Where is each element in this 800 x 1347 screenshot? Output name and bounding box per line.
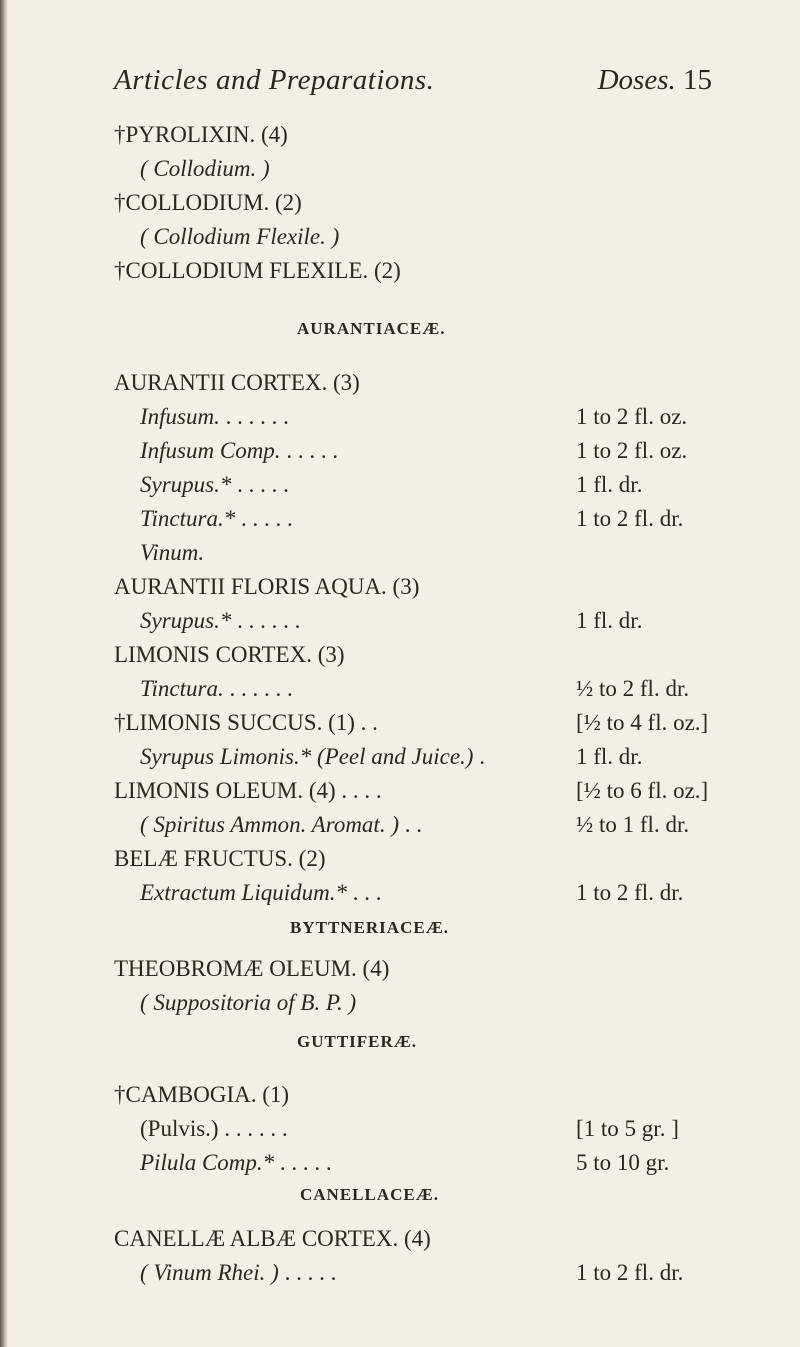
dose-value: 1 to 2 fl. oz. bbox=[576, 404, 688, 429]
leader-dots: . . . . bbox=[335, 778, 382, 803]
entry-line-text: †COLLODIUM. (2) bbox=[114, 190, 302, 215]
leader-dots: . . . . . bbox=[274, 1150, 332, 1175]
entry-line bbox=[114, 366, 360, 400]
entry-line bbox=[114, 254, 401, 288]
dose-value: 1 to 2 fl. dr. bbox=[576, 1260, 684, 1285]
leader-dots: . . . bbox=[347, 880, 382, 905]
dose-value: ½ to 2 fl. dr. bbox=[576, 676, 690, 701]
leader-dots: . . . . . bbox=[231, 472, 289, 497]
entry-line-text: Infusum Comp. bbox=[140, 438, 281, 463]
entry-line-text: Tinctura.* bbox=[140, 506, 236, 531]
dose-value: [1 to 5 gr. ] bbox=[576, 1116, 679, 1141]
entry-line-text: CANELLÆ ALBÆ CORTEX. (4) bbox=[114, 1226, 431, 1251]
entry-line bbox=[140, 434, 338, 468]
entry-line bbox=[140, 400, 289, 434]
entry-line bbox=[114, 706, 378, 740]
entry-line-text: †PYROLIXIN. (4) bbox=[114, 122, 288, 147]
entry-line bbox=[114, 638, 345, 672]
entry-line-text: LIMONIS OLEUM. (4) bbox=[114, 778, 336, 803]
dose-value: [½ to 4 fl. oz.] bbox=[576, 710, 709, 735]
entry-line-text: †LIMONIS SUCCUS. (1) bbox=[114, 710, 355, 735]
entry-line bbox=[114, 1222, 431, 1256]
entry-line-text: †CAMBOGIA. (1) bbox=[114, 1082, 290, 1107]
page-number: 15 bbox=[683, 64, 712, 96]
entry-line-text: Infusum. bbox=[140, 404, 220, 429]
entry-line-text: ( Suppositoria of B. P. ) bbox=[140, 990, 357, 1015]
entry-line bbox=[114, 570, 419, 604]
dose-value: 5 to 10 gr. bbox=[576, 1150, 670, 1175]
entry-line bbox=[140, 986, 356, 1020]
entry-line-text: ( Vinum Rhei. ) bbox=[140, 1260, 279, 1285]
entry-line bbox=[140, 1112, 288, 1146]
entry-line bbox=[114, 952, 389, 986]
leader-dots: . . bbox=[354, 710, 378, 735]
dose-value: 1 to 2 fl. dr. bbox=[576, 506, 684, 531]
entry-line bbox=[114, 842, 326, 876]
leader-dots: . . bbox=[398, 812, 422, 837]
dose-value: 1 to 2 fl. dr. bbox=[576, 880, 684, 905]
page-binding-edge bbox=[0, 0, 8, 1347]
leader-dots: . . . . . . bbox=[223, 676, 293, 701]
entry-line-text: Vinum. bbox=[140, 540, 205, 565]
entry-line bbox=[114, 1078, 289, 1112]
entry-line bbox=[140, 468, 289, 502]
entry-line bbox=[114, 774, 382, 808]
leader-dots: . . . . . bbox=[278, 1260, 337, 1285]
entry-line bbox=[114, 118, 288, 152]
entry-line-text: Syrupus.* bbox=[140, 472, 232, 497]
entry-line bbox=[140, 876, 382, 910]
entry-line-text: Pilula Comp.* bbox=[140, 1150, 275, 1175]
entry-line-text: BELÆ FRUCTUS. (2) bbox=[114, 846, 326, 871]
entry-line-text: †COLLODIUM FLEXILE. (2) bbox=[114, 258, 401, 283]
entry-line-text: AURANTII FLORIS AQUA. (3) bbox=[114, 574, 420, 599]
leader-dots: . . . . . . bbox=[231, 608, 301, 633]
leader-dots: . . . . . bbox=[280, 438, 339, 463]
dose-value: 1 to 2 fl. oz. bbox=[576, 438, 688, 463]
entry-line-text: Syrupus.* bbox=[140, 608, 232, 633]
dose-value: 1 fl. dr. bbox=[576, 472, 643, 497]
entry-line bbox=[140, 502, 293, 536]
entry-line-text: LIMONIS CORTEX. (3) bbox=[114, 642, 345, 667]
entry-line bbox=[114, 186, 302, 220]
entry-line-text: Extractum Liquidum.* bbox=[140, 880, 347, 905]
header-doses: Doses. bbox=[597, 64, 676, 96]
entry-line bbox=[140, 808, 422, 842]
header-title: Articles and Preparations. bbox=[114, 64, 435, 96]
dose-value: 1 fl. dr. bbox=[576, 608, 643, 633]
entry-line bbox=[140, 1256, 336, 1290]
running-header bbox=[0, 64, 800, 104]
dose-value: 1 fl. dr. bbox=[576, 744, 643, 769]
entry-line-text: AURANTII CORTEX. (3) bbox=[114, 370, 360, 395]
entry-line bbox=[140, 220, 339, 254]
leader-dots: . . . . . bbox=[235, 506, 293, 531]
entry-line-text: (Pulvis.) bbox=[140, 1116, 219, 1141]
leader-dots: . . . . . . bbox=[218, 1116, 288, 1141]
entry-line-text: THEOBROMÆ OLEUM. (4) bbox=[114, 956, 390, 981]
entry-line-text: ( Collodium. ) bbox=[140, 156, 270, 181]
entry-line bbox=[140, 740, 485, 774]
entry-line bbox=[140, 536, 204, 570]
dose-value: ½ to 1 fl. dr. bbox=[576, 812, 690, 837]
entry-line-text: ( Spiritus Ammon. Aromat. ) bbox=[140, 812, 399, 837]
section-heading: AURANTIACEÆ. bbox=[297, 319, 446, 338]
dose-value: [½ to 6 fl. oz.] bbox=[576, 778, 709, 803]
entry-line-text: Syrupus Limonis.* (Peel and Juice.) bbox=[140, 744, 474, 769]
leader-dots: . bbox=[473, 744, 485, 769]
entry-line bbox=[140, 672, 293, 706]
entry-line-text: Tinctura. bbox=[140, 676, 224, 701]
entry-line bbox=[140, 152, 270, 186]
section-heading: GUTTIFERÆ. bbox=[297, 1032, 418, 1051]
header-right bbox=[598, 64, 712, 97]
entry-line bbox=[140, 604, 300, 638]
section-heading: CANELLACEÆ. bbox=[300, 1185, 439, 1204]
entry-line bbox=[140, 1146, 332, 1180]
section-heading: BYTTNERIACEÆ. bbox=[290, 918, 449, 937]
entry-line-text: ( Collodium Flexile. ) bbox=[140, 224, 340, 249]
leader-dots: . . . . . . bbox=[219, 404, 289, 429]
